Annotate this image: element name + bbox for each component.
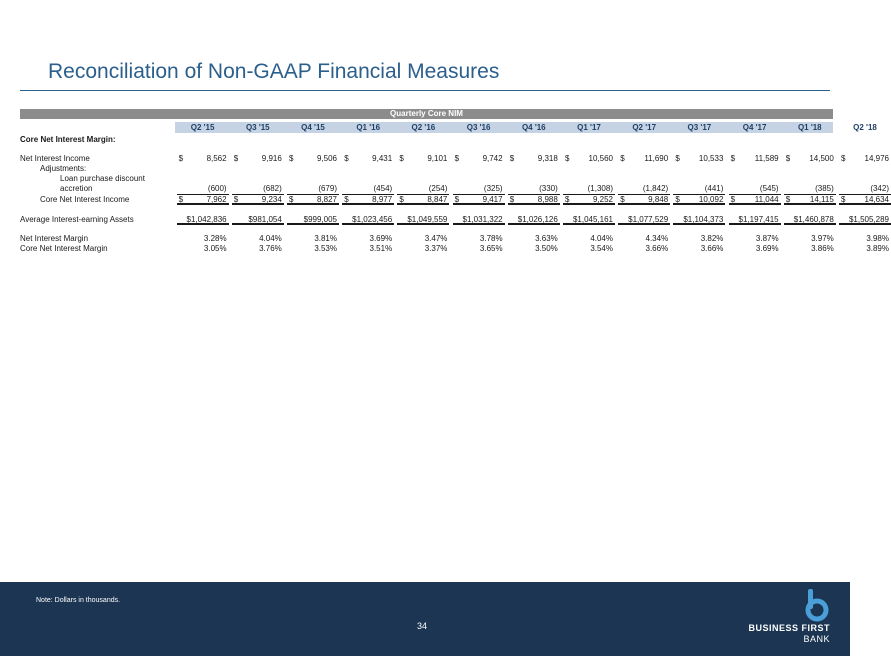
cell-value: $1,031,322 (462, 215, 503, 224)
cell-value: 3.69% (755, 244, 779, 253)
cell-value: 3.81% (314, 234, 337, 243)
column-header: Q4 '16 (521, 123, 546, 132)
table-cell (673, 234, 725, 244)
row-label: Net Interest Income (20, 154, 90, 163)
section-label: Core Net Interest Margin: (20, 135, 116, 144)
cell-value: 9,234 (261, 195, 282, 204)
cell-value: 3.86% (811, 244, 834, 253)
table-cell (508, 244, 560, 254)
cell-value: 3.37% (424, 244, 448, 253)
cell-value: 4.04% (590, 234, 613, 243)
table-cell (673, 194, 725, 205)
cell-value: 10,092 (698, 195, 724, 204)
table-cell (563, 154, 615, 164)
currency-symbol: $ (675, 154, 680, 163)
table-cell (397, 214, 449, 225)
column-header: Q4 '17 (742, 123, 767, 132)
table-cell (287, 154, 339, 164)
cell-value: $1,104,373 (683, 215, 724, 224)
currency-symbol: $ (785, 195, 791, 204)
cell-value: 3.78% (479, 234, 503, 243)
table-row-loan-purchase-label (20, 174, 833, 184)
column-header: Q2 '15 (190, 123, 215, 132)
table-cell (342, 244, 394, 254)
cell-value: 3.87% (755, 234, 779, 243)
table-cell (177, 154, 229, 164)
table-cell (287, 234, 339, 244)
table-cell (839, 244, 891, 254)
row-label: Average Interest-earning Assets (20, 215, 134, 224)
row-label: Core Net Interest Income (40, 195, 130, 204)
table-cell (508, 194, 560, 205)
table-row-net-interest-income (20, 154, 889, 164)
cell-value: $1,049,559 (407, 215, 448, 224)
table-row-core-net-interest-income (20, 194, 889, 206)
column-header: Q2 '16 (411, 123, 436, 132)
cell-value: $999,005 (303, 215, 337, 224)
cell-value: 8,977 (372, 195, 393, 204)
core-nim-table (20, 109, 889, 254)
table-cell (453, 244, 505, 254)
cell-value: (254) (428, 184, 448, 193)
cell-value: 14,115 (809, 195, 834, 204)
table-cell (784, 234, 836, 244)
cell-value: 3.97% (811, 234, 834, 243)
section-label-row (20, 133, 833, 146)
cell-value: $1,023,456 (352, 215, 393, 224)
cell-value: (325) (483, 184, 503, 193)
cell-value: 3.76% (259, 244, 282, 253)
table-cell (342, 154, 394, 164)
column-header: Q1 '17 (577, 123, 601, 132)
cell-value: (1,308) (587, 184, 613, 193)
currency-symbol: $ (178, 195, 184, 204)
column-header: Q3 '17 (687, 123, 712, 132)
table-cell (453, 154, 505, 164)
cell-value: (385) (815, 184, 834, 193)
table-cell (618, 214, 670, 225)
table-cell (839, 234, 891, 244)
cell-value: (545) (759, 184, 779, 193)
column-header: Q4 '15 (301, 123, 325, 132)
table-cell (232, 234, 284, 244)
currency-symbol: $ (675, 195, 680, 204)
cell-value: 10,533 (698, 154, 724, 163)
table-cell (729, 154, 781, 164)
table-cell (673, 154, 725, 164)
page-number: 34 (417, 621, 428, 631)
table-cell (342, 234, 394, 244)
table-cell (508, 214, 560, 225)
cell-value: (1,842) (642, 184, 669, 193)
table-cell (618, 234, 670, 244)
cell-value: 3.28% (203, 234, 227, 243)
row-label: Net Interest Margin (20, 234, 89, 243)
cell-value: 14,976 (864, 154, 889, 163)
table-cell (618, 244, 670, 254)
currency-symbol: $ (509, 195, 515, 204)
cell-value: 9,848 (648, 195, 669, 204)
currency-symbol: $ (620, 154, 625, 163)
column-header: Q3 '15 (245, 123, 270, 132)
table-row-core-net-interest-margin (20, 244, 889, 254)
table-cell (232, 244, 284, 254)
table-cell (342, 214, 394, 225)
table-cell (453, 234, 505, 244)
cell-value: 3.82% (700, 234, 724, 243)
cell-value: 3.69% (369, 234, 393, 243)
table-header-row (20, 122, 877, 133)
brand-name: BUSINESS FIRST (748, 623, 830, 633)
row-label: Adjustments: (40, 164, 87, 173)
bank-logo-icon (804, 588, 830, 622)
table-cell (784, 194, 836, 205)
cell-value: 8,847 (427, 195, 448, 204)
title-divider (20, 90, 830, 91)
cell-value: 9,101 (427, 154, 448, 163)
table-cell (287, 214, 339, 225)
cell-value: 9,916 (261, 154, 282, 163)
cell-value: (682) (263, 184, 282, 193)
table-cell (508, 234, 560, 244)
table-title: Quarterly Core NIM (20, 109, 833, 119)
cell-value: $1,197,415 (738, 215, 779, 224)
column-header: Q3 '16 (466, 123, 491, 132)
currency-symbol: $ (730, 154, 736, 163)
cell-value: $1,045,161 (572, 215, 613, 224)
table-cell (729, 234, 781, 244)
table-cell (673, 214, 725, 225)
table-cell (839, 154, 891, 164)
table-cell (673, 244, 725, 254)
footnote: Note: Dollars in thousands. (36, 597, 121, 604)
cell-value: 9,417 (482, 195, 503, 204)
table-cell (784, 154, 836, 164)
cell-value: 3.65% (479, 244, 503, 253)
currency-symbol: $ (178, 154, 184, 163)
currency-symbol: $ (289, 195, 294, 204)
cell-value: (342) (870, 184, 889, 193)
brand-subname: BANK (803, 634, 830, 644)
cell-value: 8,562 (206, 154, 227, 163)
column-header: Q1 '18 (797, 123, 822, 132)
table-cell (287, 194, 339, 205)
cell-value: $1,077,529 (628, 215, 669, 224)
row-label: Core Net Interest Margin (20, 244, 108, 253)
cell-value: 4.34% (645, 234, 669, 243)
cell-value: (441) (704, 184, 724, 193)
cell-value: 11,589 (754, 154, 779, 163)
table-cell (453, 214, 505, 225)
table-cell (397, 234, 449, 244)
cell-value: 8,827 (316, 195, 337, 204)
cell-value: 11,690 (644, 154, 669, 163)
table-cell (177, 234, 229, 244)
table-row-average-earning-assets (20, 214, 889, 226)
cell-value: (679) (318, 184, 337, 193)
cell-value: 14,500 (809, 154, 834, 163)
currency-symbol: $ (565, 154, 570, 163)
table-cell (232, 154, 284, 164)
currency-symbol: $ (233, 195, 239, 204)
table-cell (563, 234, 615, 244)
cell-value: 3.54% (590, 244, 613, 253)
table-cell (177, 214, 229, 225)
table-row-net-interest-margin (20, 234, 889, 244)
currency-symbol: $ (454, 154, 460, 163)
currency-symbol: $ (841, 154, 846, 163)
cell-value: 3.53% (314, 244, 337, 253)
table-cell (784, 214, 836, 225)
cell-value: 3.66% (645, 244, 669, 253)
row-label: Loan purchase discount (60, 174, 145, 183)
table-cell (397, 194, 449, 205)
table-row-adjustments (20, 164, 833, 174)
cell-value: (330) (539, 184, 558, 193)
table-cell (563, 244, 615, 254)
table-cell (729, 194, 781, 205)
table-cell (784, 244, 836, 254)
cell-value: 10,560 (588, 154, 613, 163)
cell-value: 14,634 (864, 195, 889, 204)
table-cell (177, 194, 229, 205)
cell-value: 3.05% (203, 244, 227, 253)
column-header: Q2 '18 (853, 123, 877, 132)
currency-symbol: $ (785, 154, 791, 163)
table-cell (618, 154, 670, 164)
currency-symbol: $ (344, 195, 349, 204)
cell-value: 9,252 (592, 195, 613, 204)
cell-value: $1,042,836 (186, 215, 227, 224)
currency-symbol: $ (730, 195, 736, 204)
table-cell (618, 194, 670, 205)
cell-value: $1,460,878 (793, 215, 834, 224)
cell-value: 11,044 (754, 195, 779, 204)
table-cell (729, 214, 781, 225)
cell-value: $1,026,126 (517, 215, 558, 224)
cell-value: 3.66% (700, 244, 724, 253)
column-header: Q2 '17 (632, 123, 657, 132)
cell-value: 9,506 (316, 154, 337, 163)
table-cell (232, 194, 284, 205)
cell-value: 3.89% (866, 244, 889, 253)
cell-value: 3.47% (424, 234, 448, 243)
cell-value: 8,988 (537, 195, 558, 204)
cell-value: (454) (373, 184, 393, 193)
table-cell (397, 154, 449, 164)
cell-value: 4.04% (259, 234, 282, 243)
currency-symbol: $ (399, 154, 404, 163)
table-cell (508, 154, 560, 164)
cell-value: 3.98% (866, 234, 889, 243)
table-cell (342, 194, 394, 205)
currency-symbol: $ (289, 154, 294, 163)
cell-value: $981,054 (248, 215, 282, 224)
currency-symbol: $ (454, 195, 460, 204)
cell-value: 9,431 (372, 154, 393, 163)
column-header: Q1 '16 (356, 123, 381, 132)
cell-value: 9,318 (537, 154, 558, 163)
page-title: Reconciliation of Non-GAAP Financial Measures (48, 60, 500, 83)
table-cell (397, 244, 449, 254)
row-label: accretion (60, 184, 93, 193)
currency-symbol: $ (344, 154, 349, 163)
currency-symbol: $ (399, 195, 404, 204)
footer-bar (0, 582, 850, 656)
table-cell (729, 244, 781, 254)
table-cell (453, 194, 505, 205)
table-row-loan-purchase-accretion (20, 184, 889, 194)
table-cell (839, 194, 891, 205)
table-cell (563, 214, 615, 225)
currency-symbol: $ (233, 154, 239, 163)
currency-symbol: $ (509, 154, 515, 163)
table-cell (232, 214, 284, 225)
cell-value: 3.51% (369, 244, 393, 253)
table-cell (177, 244, 229, 254)
cell-value: $1,505,289 (848, 215, 889, 224)
table-cell (563, 194, 615, 205)
cell-value: 9,742 (482, 154, 503, 163)
cell-value: 7,962 (206, 195, 227, 204)
currency-symbol: $ (565, 195, 570, 204)
cell-value: 3.63% (535, 234, 558, 243)
cell-value: 3.50% (535, 244, 558, 253)
cell-value: (600) (207, 184, 227, 193)
table-cell (287, 244, 339, 254)
currency-symbol: $ (841, 195, 846, 204)
table-cell (839, 214, 891, 225)
currency-symbol: $ (620, 195, 625, 204)
